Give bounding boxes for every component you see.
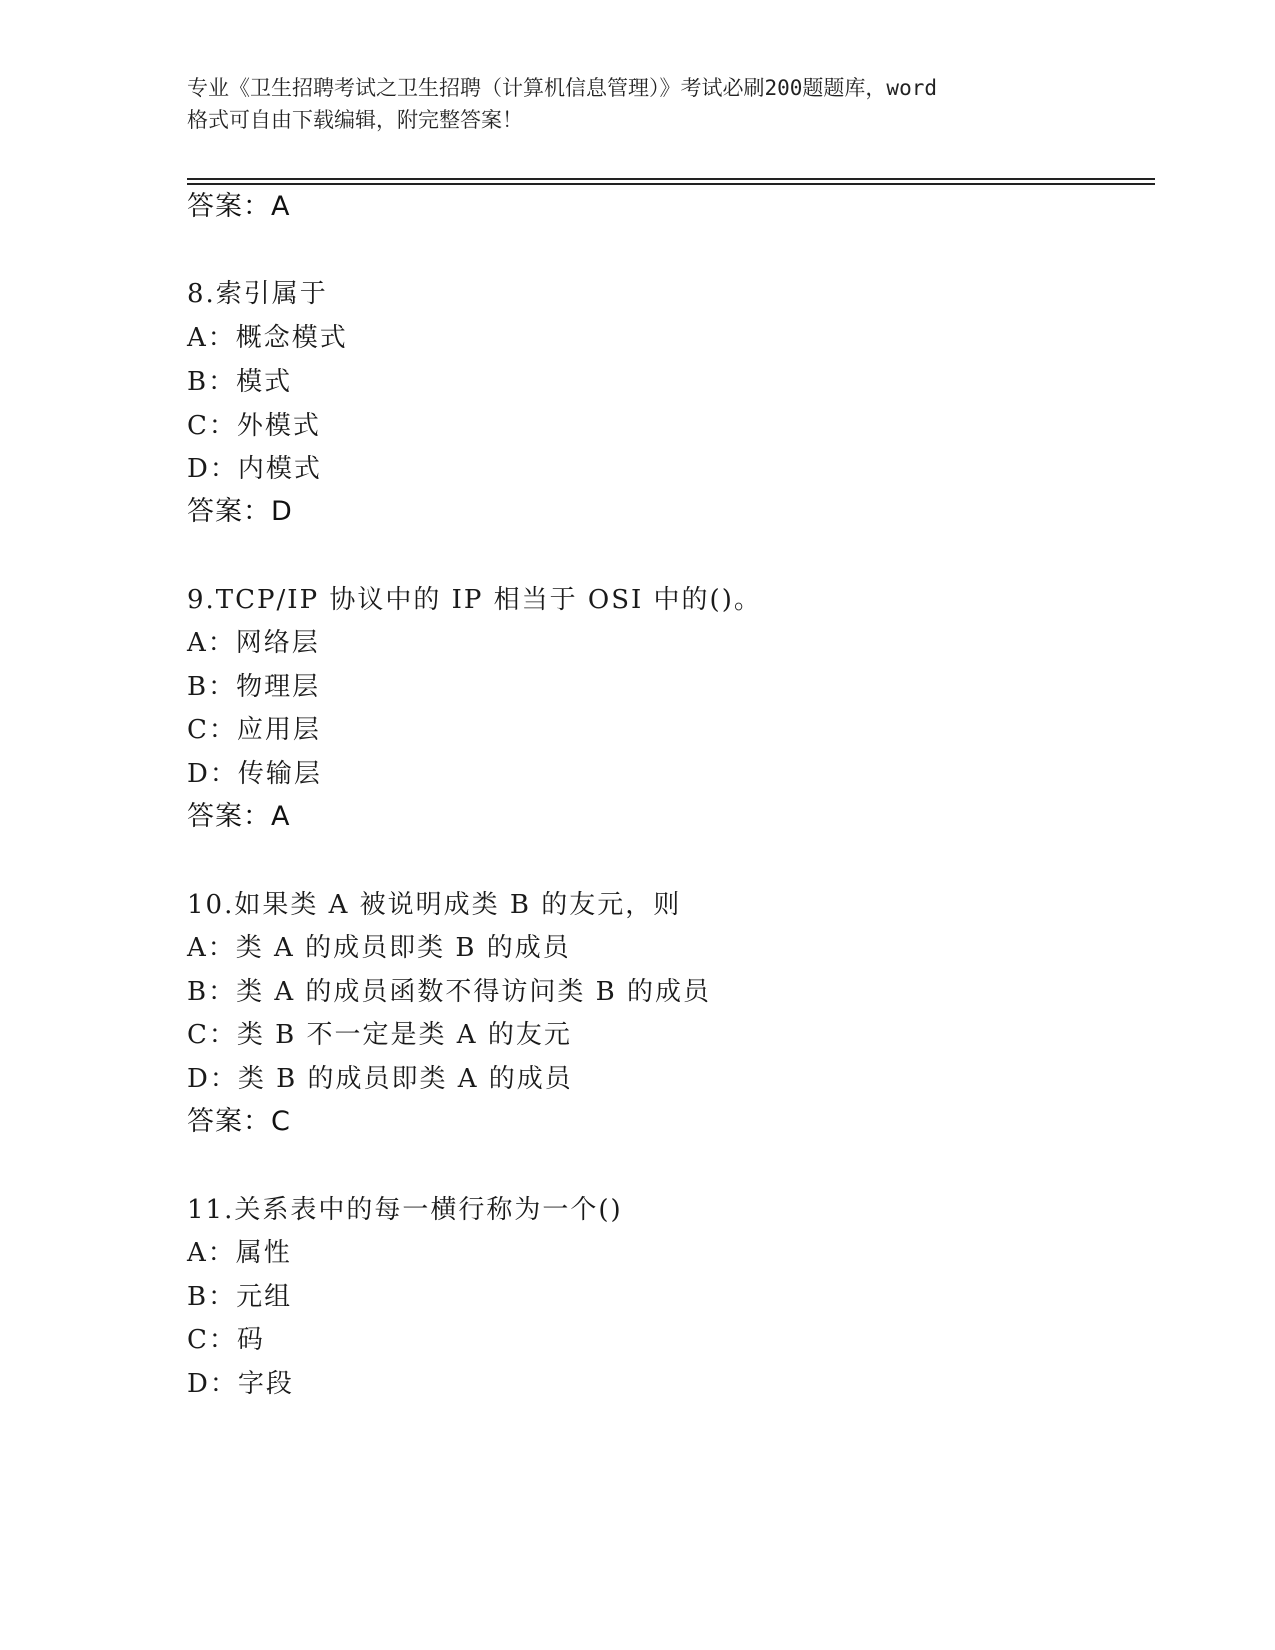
answer-previous: 答案：A — [187, 191, 291, 222]
q8-option-b: B：模式 — [187, 367, 293, 397]
document-header — [187, 72, 1087, 136]
q8-option-a: A：概念模式 — [187, 323, 348, 353]
q10-option-a: A：类 A 的成员即类 B 的成员 — [187, 933, 571, 963]
q10-option-b: B：类 A 的成员函数不得访问类 B 的成员 — [187, 977, 712, 1007]
q9-option-b: B：物理层 — [187, 672, 321, 702]
q9-option-a: A：网络层 — [187, 628, 320, 658]
q11-option-a: A：属性 — [187, 1238, 292, 1268]
question-9: 9.TCP/IP 协议中的 IP 相当于 OSI 中的()。 — [187, 585, 762, 615]
question-11: 11.关系表中的每一横行称为一个() — [187, 1195, 623, 1225]
header-line-2: 格式可自由下载编辑，附完整答案！ — [187, 108, 523, 132]
header-line-1: 专业《卫生招聘考试之卫生招聘（计算机信息管理）》考试必刷200题题库，word — [187, 76, 937, 100]
q10-option-d: D：类 B 的成员即类 A 的成员 — [187, 1064, 573, 1094]
q10-option-c: C：类 B 不一定是类 A 的友元 — [187, 1020, 572, 1050]
q9-option-c: C：应用层 — [187, 715, 321, 745]
question-10: 10.如果类 A 被说明成类 B 的友元，则 — [187, 890, 682, 920]
answer-q10: 答案：C — [187, 1106, 291, 1137]
answer-q9: 答案：A — [187, 801, 291, 832]
q8-option-d: D：内模式 — [187, 454, 322, 484]
q11-option-c: C：码 — [187, 1325, 265, 1355]
q11-option-d: D：字段 — [187, 1369, 294, 1399]
q11-option-b: B：元组 — [187, 1282, 293, 1312]
answer-q8: 答案：D — [187, 496, 293, 527]
header-divider-bottom — [187, 183, 1155, 185]
q8-option-c: C：外模式 — [187, 411, 321, 441]
q9-option-d: D：传输层 — [187, 759, 322, 789]
header-divider-top — [187, 178, 1155, 180]
question-8: 8.索引属于 — [187, 279, 328, 309]
